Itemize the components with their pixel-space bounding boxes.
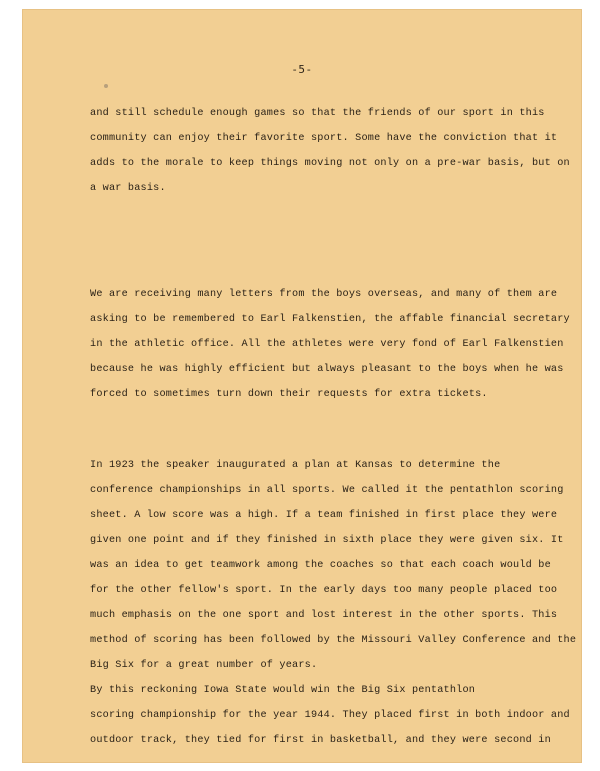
text-line: was an idea to get teamwork among the coaches so that each coach would be — [90, 560, 551, 571]
ink-spot — [104, 84, 108, 88]
text-line: for the other fellow's sport. In the early days too many people placed too — [90, 585, 558, 596]
document-page — [22, 9, 582, 763]
text-line: conference championships in all sports. We called it the pentathlon scoring — [90, 485, 564, 496]
text-line: By this reckoning Iowa State would win the Big Six pentathlon — [90, 685, 476, 696]
text-line: community can enjoy their favorite sport. Some have the conviction that it — [90, 133, 558, 144]
text-line: forced to sometimes turn down their requests for extra tickets. — [90, 389, 488, 400]
text-line: method of scoring has been followed by the Missouri Valley Conference and the — [90, 635, 577, 646]
text-line: In 1923 the speaker inaugurated a plan at Kansas to determine the — [90, 460, 501, 471]
text-line: a war basis. — [90, 183, 166, 194]
text-line: in the athletic office. All the athletes were very fond of Earl Falkenstien — [90, 339, 564, 350]
text-line: scoring championship for the year 1944. They placed first in both indoor and — [90, 710, 570, 721]
text-line: outdoor track, they tied for first in basketball, and they were second in — [90, 735, 551, 746]
text-line: much emphasis on the one sport and lost interest in the other sports. This — [90, 610, 558, 621]
text-line: because he was highly efficient but always pleasant to the boys when he was — [90, 364, 564, 375]
text-line: Big Six for a great number of years. — [90, 660, 318, 671]
page-number: -5- — [291, 63, 313, 76]
text-line: asking to be remembered to Earl Falkenstien, the affable financial secretary — [90, 314, 570, 325]
text-line: given one point and if they finished in sixth place they were given six. It — [90, 535, 564, 546]
text-line: We are receiving many letters from the boys overseas, and many of them are — [90, 289, 558, 300]
text-line: sheet. A low score was a high. If a team finished in first place they were — [90, 510, 558, 521]
text-line: adds to the morale to keep things moving not only on a pre-war basis, but on — [90, 158, 570, 169]
text-line: and still schedule enough games so that the friends of our sport in this — [90, 108, 545, 119]
